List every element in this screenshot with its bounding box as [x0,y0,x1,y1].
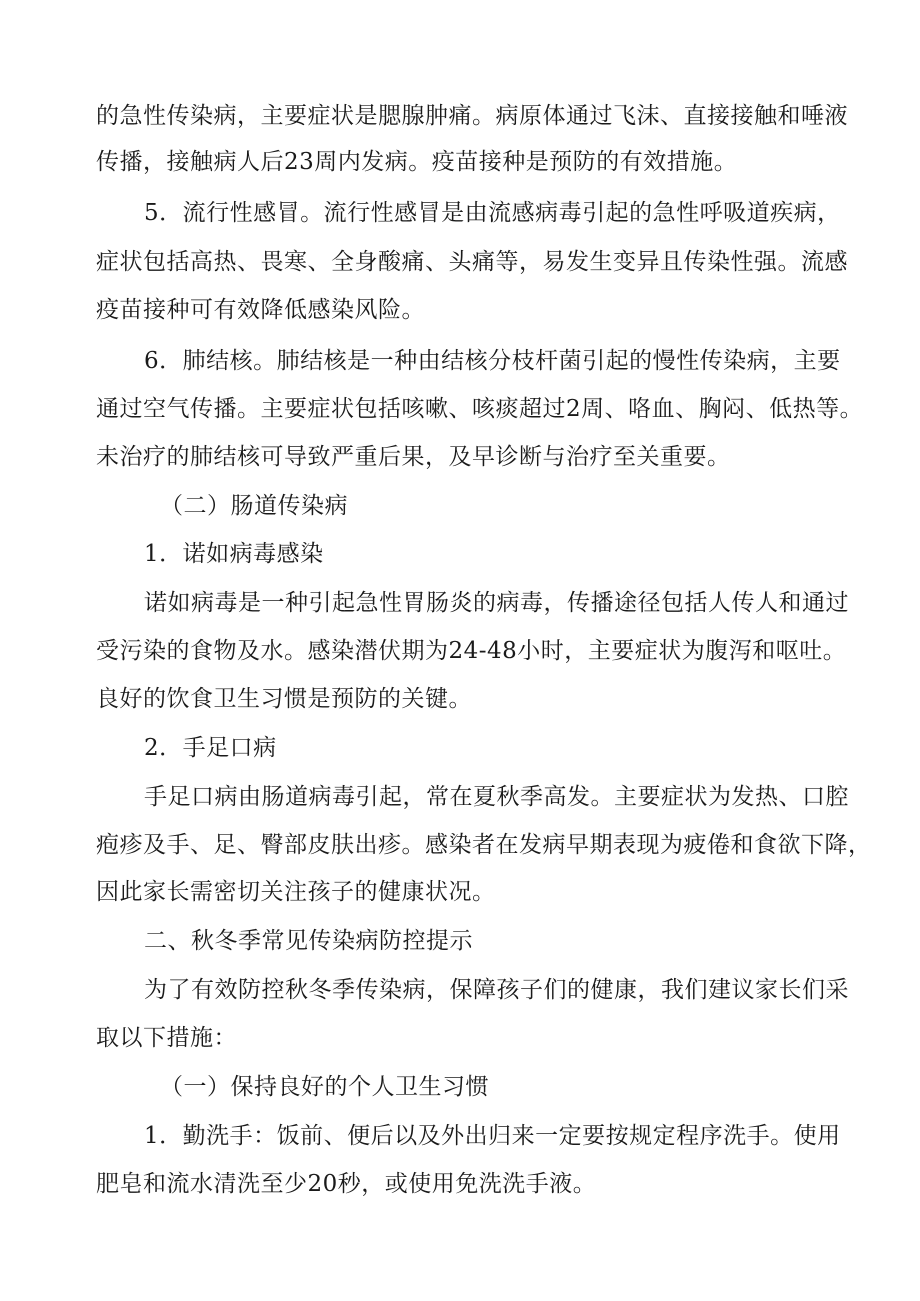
list-item-influenza: 5．流行性感冒。流行性感冒是由流感病毒引起的急性呼吸道疾病， [144,200,841,226]
list-item-tuberculosis: 6．肺结核。肺结核是一种由结核分枝杆菌引起的慢性传染病，主要 [144,348,841,374]
text-line: 取以下措施： [96,1025,237,1051]
text-line: 良好的饮食卫生习惯是预防的关键。 [96,686,472,712]
section-heading-hygiene: （一）保持良好的个人卫生习惯 [160,1074,489,1100]
text-line: 疱疹及手、足、臀部皮肤出疹。感染者在发病早期表现为疲倦和食欲下降， [96,832,872,858]
text-line: 为了有效防控秋冬季传染病，保障孩子们的健康，我们建议家长们采 [144,977,849,1003]
text-line: 肥皂和流水清洗至少20秒，或使用免洗洗手液。 [96,1171,597,1197]
subheading-hand-foot-mouth: 2．手足口病 [144,735,277,761]
text-line: 受污染的食物及水。感染潜伏期为24-48小时，主要症状为腹泻和呕吐。 [96,638,847,664]
list-item-handwashing: 1．勤洗手：饭前、便后以及外出归来一定要按规定程序洗手。使用 [144,1123,841,1149]
text-line: 传播，接触病人后23周内发病。疫苗接种是预防的有效措施。 [96,149,738,175]
text-line: 疫苗接种可有效降低感染风险。 [96,297,425,323]
text-line: 因此家长需密切关注孩子的健康状况。 [96,879,496,905]
section-heading-intestinal: （二）肠道传染病 [160,493,348,519]
subheading-norovirus: 1．诺如病毒感染 [144,541,324,567]
text-line: 通过空气传播。主要症状包括咳嗽、咳痰超过2周、咯血、胸闷、低热等。 [96,396,864,422]
text-line: 的急性传染病，主要症状是腮腺肿痛。病原体通过飞沫、直接接触和唾液 [96,103,848,129]
text-line: 未治疗的肺结核可导致严重后果，及早诊断与治疗至关重要。 [96,444,731,470]
text-line: 手足口病由肠道病毒引起，常在夏秋季高发。主要症状为发热、口腔 [144,784,849,810]
text-line: 症状包括高热、畏寒、全身酸痛、头痛等，易发生变异且传染性强。流感 [96,249,848,275]
text-line: 诺如病毒是一种引起急性胃肠炎的病毒，传播途径包括人传人和通过 [144,590,849,616]
section-heading-prevention: 二、秋冬季常见传染病防控提示 [144,928,473,954]
